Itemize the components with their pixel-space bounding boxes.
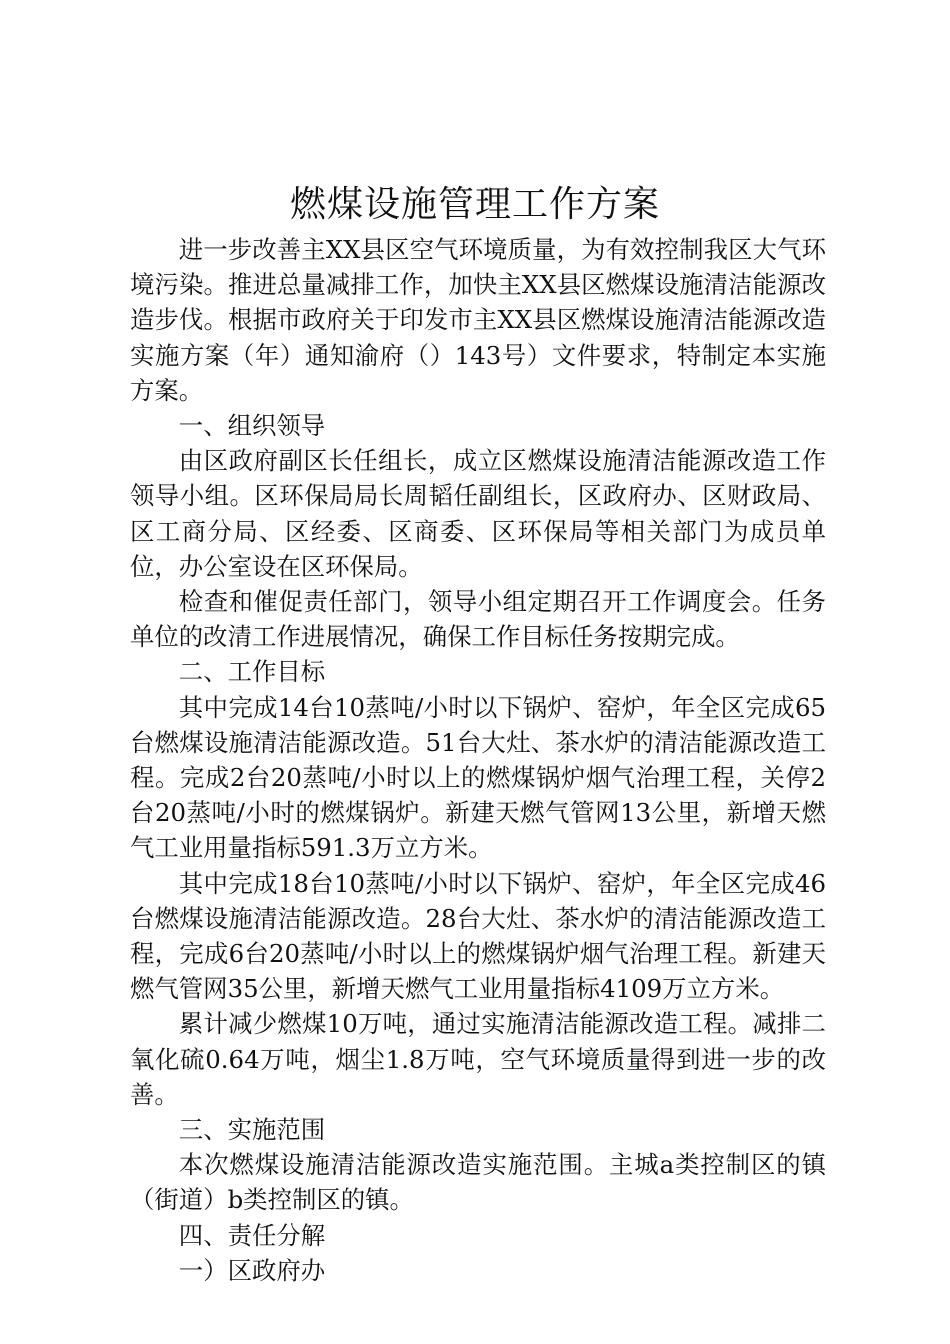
- goals-paragraph-3: 累计减少燃煤10万吨，通过实施清洁能源改造工程。减排二氧化硫0.64万吨，烟尘1.8万吨，空气环境质量得到进一步的改善。: [130, 1009, 826, 1109]
- document-title: 燃煤设施管理工作方案: [289, 184, 660, 225]
- section-heading-organization: 一、组织领导: [178, 411, 326, 441]
- scope-paragraph: 本次燃煤设施清洁能源改造实施范围。主城a类控制区的镇（街道）b类控制区的镇。: [130, 1150, 826, 1215]
- section-heading-responsibility: 四、责任分解: [178, 1220, 326, 1250]
- intro-paragraph: 进一步改善主XX县区空气环境质量，为有效控制我区大气环境污染。推进总量减排工作，加快主XX县区燃煤设施清洁能源改造步伐。根据市政府关于印发市主XX县区燃煤设施清洁能源改造实施方案（年）通知渝府（）143号）文件要求，特制定本实施方案。: [130, 235, 826, 405]
- section-heading-scope: 三、实施范围: [178, 1115, 326, 1145]
- subsection-heading-district-office: 一）区政府办: [178, 1255, 326, 1285]
- goals-paragraph-1: 其中完成14台10蒸吨/小时以下锅炉、窑炉，年全区完成65台燃煤设施清洁能源改造。51台大灶、茶水炉的清洁能源改造工程。完成2台20蒸吨/小时以上的燃煤锅炉烟气治理工程，关停2台20蒸吨/小时的燃煤锅炉。新建天燃气管网13公里，新增天燃气工业用量指标591.3万立方米。: [130, 692, 826, 863]
- supervision-paragraph: 检查和催促责任部门，领导小组定期召开工作调度会。任务单位的改清工作进展情况，确保工作目标任务按期完成。: [130, 587, 826, 652]
- document-body: [130, 232, 826, 1288]
- organization-paragraph: 由区政府副区长任组长，成立区燃煤设施清洁能源改造工作领导小组。区环保局局长周韬任副组长，区政府办、区财政局、区工商分局、区经委、区商委、区环保局等相关部门为成员单位，办公室设在区环保局。: [130, 446, 826, 581]
- section-heading-goals: 二、工作目标: [178, 657, 326, 687]
- goals-paragraph-2: 其中完成18台10蒸吨/小时以下锅炉、窑炉，年全区完成46台燃煤设施清洁能源改造。28台大灶、茶水炉的清洁能源改造工程，完成6台20蒸吨/小时以上的燃煤锅炉烟气治理工程。新建天燃气管网35公里，新增天燃气工业用量指标4109万立方米。: [130, 868, 826, 1004]
